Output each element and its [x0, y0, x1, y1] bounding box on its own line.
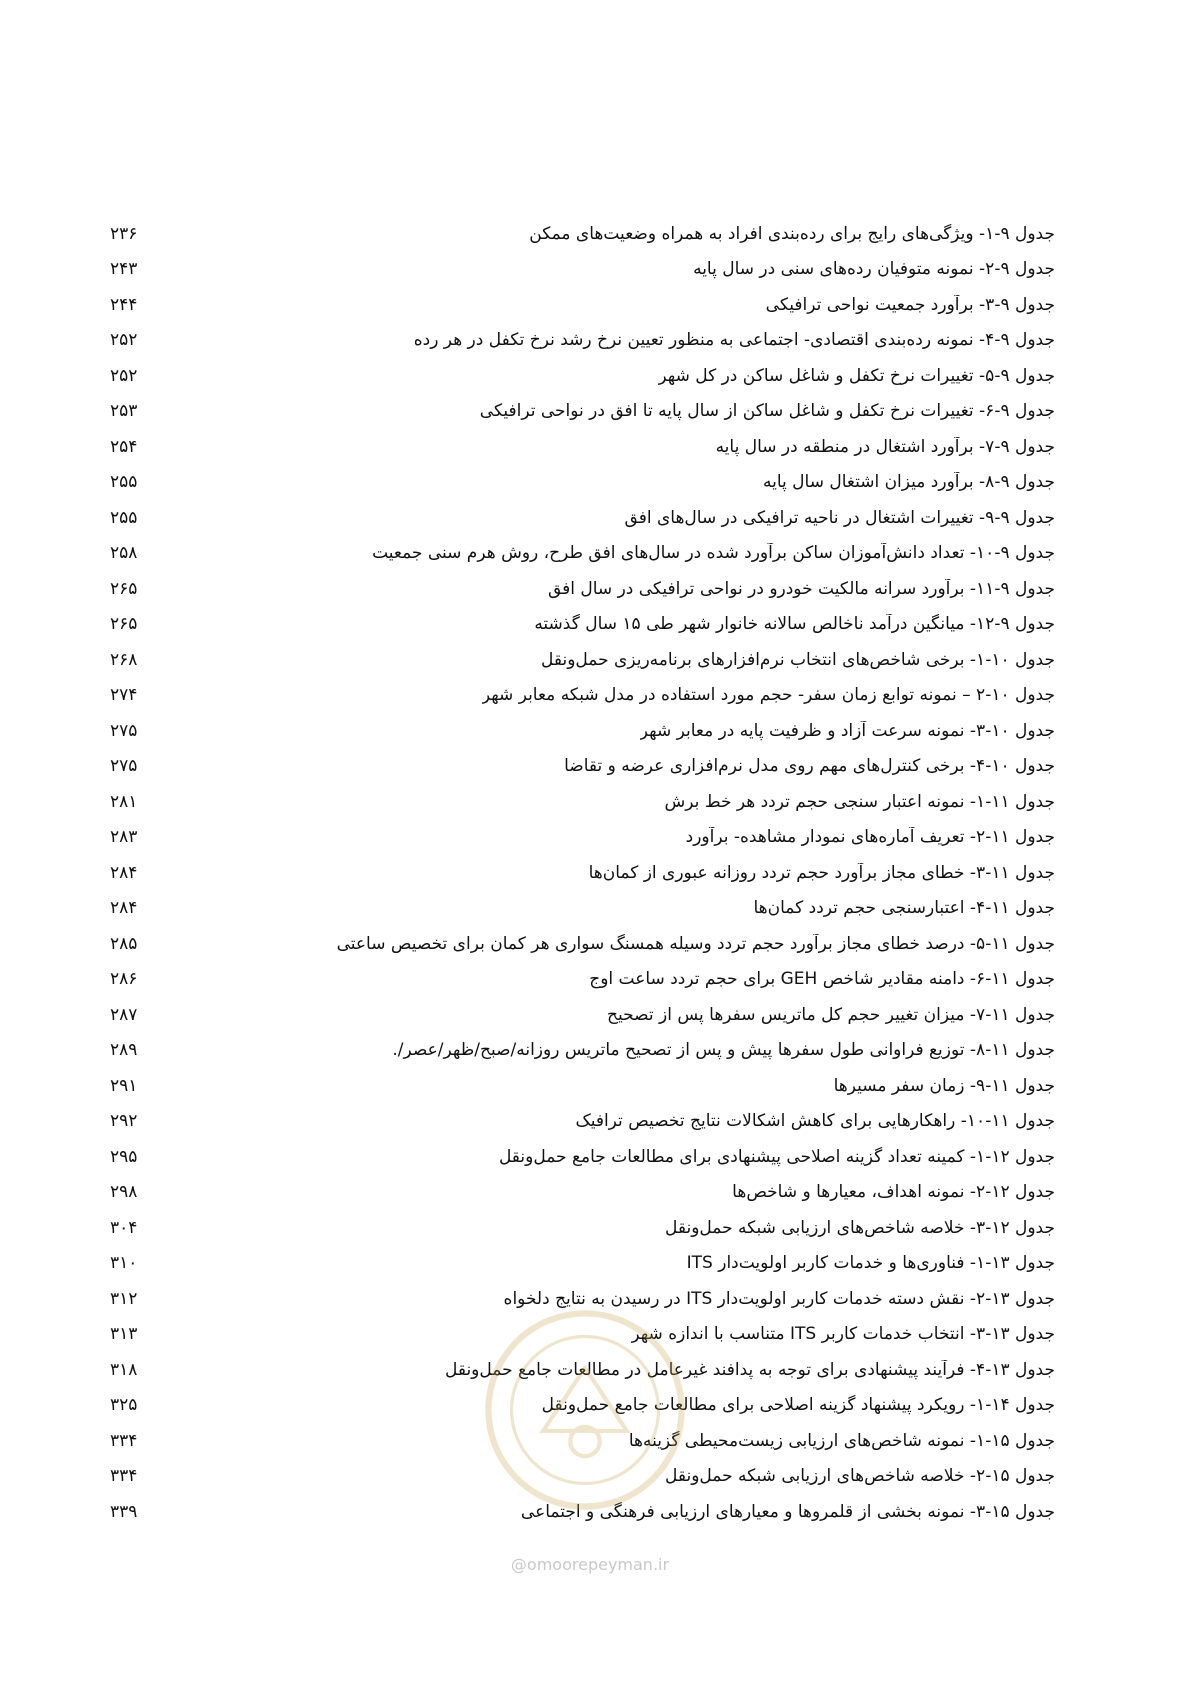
toc-entry-title: جدول ۱۵-۱- نمونه شاخص‌های ارزیابی زیست‌محیطی گزینه‌ها	[628, 1430, 1055, 1451]
toc-entry-title: جدول ۹-۲- نمونه متوفیان رده‌های سنی در سال پایه	[693, 259, 1055, 280]
toc-entry-title: جدول ۱۱-۷- میزان تغییر حجم کل ماتریس سفرها پس از تصحیح	[607, 1004, 1055, 1025]
toc-entry-title: جدول ۹-۷- برآورد اشتغال در منطقه در سال پایه	[715, 436, 1055, 457]
toc-row	[110, 997, 1055, 1033]
toc-entry-title: جدول ۹-۱۲- میانگین درآمد ناخالص سالانه خانوار شهر طی ۱۵ سال گذشته	[534, 614, 1055, 635]
toc-page-number: ۳۱۳	[110, 1324, 138, 1345]
toc-page-number: ۲۵۵	[110, 507, 138, 528]
toc-page-number: ۲۶۸	[110, 649, 138, 670]
toc-row	[110, 1352, 1055, 1388]
toc-entry-title: جدول ۱۲-۱- کمینه تعداد گزینه اصلاحی پیشنهادی برای مطالعات جامع حمل‌ونقل	[498, 1146, 1055, 1167]
toc-entry-title: جدول ۱۳-۳- انتخاب خدمات کاربر ITS متناسب با اندازه شهر	[631, 1324, 1055, 1345]
toc-entry-title: جدول ۱۱-۴- اعتبارسنجی حجم تردد کمان‌ها	[753, 898, 1055, 919]
toc-entry-title: جدول ۱۱-۵- درصد خطای مجاز برآورد حجم تردد وسیله همسنگ سواری هر کمان برای تخصیص ساعتی	[336, 933, 1055, 954]
table-of-contents-list	[110, 216, 1055, 1530]
toc-row	[110, 429, 1055, 465]
toc-row	[110, 713, 1055, 749]
toc-entry-title: جدول ۱۱-۳- خطای مجاز برآورد حجم تردد روزانه عبوری از کمان‌ها	[588, 862, 1055, 883]
toc-entry-title: جدول ۹-۱- ویژگی‌های رایج برای رده‌بندی افراد به همراه وضعیت‌های ممکن	[529, 223, 1055, 244]
toc-page-number: ۳۳۹	[110, 1501, 138, 1522]
toc-row	[110, 1317, 1055, 1353]
toc-entry-title: جدول ۱۵-۳- نمونه بخشی از قلمروها و معیارهای ارزیابی فرهنگی و اجتماعی	[520, 1501, 1055, 1522]
toc-page-number: ۲۵۴	[110, 436, 138, 457]
toc-page-number: ۲۵۳	[110, 401, 138, 422]
toc-row	[110, 1246, 1055, 1282]
toc-page-number: ۲۵۲	[110, 330, 138, 351]
toc-entry-title: جدول ۱۱-۶- دامنه مقادیر شاخص GEH برای حجم تردد ساعت اوج	[589, 969, 1055, 990]
toc-page-number: ۲۷۵	[110, 720, 138, 741]
toc-row	[110, 891, 1055, 927]
toc-entry-title: جدول ۱۳-۴- فرآیند پیشنهادی برای توجه به پدافند غیرعامل در مطالعات جامع حمل‌ونقل	[444, 1359, 1055, 1380]
toc-page-number: ۳۳۴	[110, 1430, 138, 1451]
toc-row	[110, 571, 1055, 607]
toc-entry-title: جدول ۱۴-۱- رویکرد پیشنهاد گزینه اصلاحی برای مطالعات جامع حمل‌ونقل	[541, 1395, 1055, 1416]
toc-row	[110, 962, 1055, 998]
toc-page-number: ۳۱۸	[110, 1359, 138, 1380]
toc-entry-title: جدول ۹-۳- برآورد جمعیت نواحی ترافیکی	[765, 294, 1055, 315]
toc-page-number: ۳۱۲	[110, 1288, 138, 1309]
toc-entry-title: جدول ۱۳-۲- نقش دسته خدمات کاربر اولویت‌دار ITS در رسیدن به نتایج دلخواه	[503, 1288, 1055, 1309]
toc-page-number: ۲۳۶	[110, 223, 138, 244]
toc-page-number: ۲۹۲	[110, 1111, 138, 1132]
toc-entry-title: جدول ۹-۸- برآورد میزان اشتغال سال پایه	[763, 472, 1055, 493]
toc-row	[110, 1033, 1055, 1069]
toc-row	[110, 678, 1055, 714]
toc-page-number: ۲۵۵	[110, 472, 138, 493]
toc-row	[110, 1068, 1055, 1104]
toc-entry-title: جدول ۱۳-۱- فناوری‌ها و خدمات کاربر اولویت‌دار ITS	[686, 1253, 1055, 1274]
toc-entry-title: جدول ۱۱-۱- نمونه اعتبار سنجی حجم تردد هر خط برش	[664, 791, 1055, 812]
toc-row	[110, 287, 1055, 323]
toc-entry-title: جدول ۹-۴- نمونه رده‌بندی اقتصادی- اجتماعی به منظور تعیین نرخ رشد نرخ تکفل در هر رده	[413, 330, 1055, 351]
toc-page-number: ۲۴۳	[110, 259, 138, 280]
toc-row	[110, 1388, 1055, 1424]
toc-row	[110, 820, 1055, 856]
watermark-text: @omoorepeyman.ir	[510, 1555, 670, 1574]
toc-row	[110, 500, 1055, 536]
toc-entry-title: جدول ۱۱-۲- تعریف آماره‌های نمودار مشاهده- برآورد	[685, 827, 1055, 848]
toc-page-number: ۲۹۱	[110, 1075, 138, 1096]
toc-page-number: ۲۹۸	[110, 1182, 138, 1203]
toc-entry-title: جدول ۱۱-۹- زمان سفر مسیرها	[833, 1075, 1055, 1096]
toc-entry-title: جدول ۹-۱۰- تعداد دانش‌آموزان ساکن برآورد شده در سال‌های افق طرح، روش هرم سنی جمعیت	[372, 543, 1055, 564]
toc-row	[110, 252, 1055, 288]
toc-entry-title: جدول ۱۵-۲- خلاصه شاخص‌های ارزیابی شبکه حمل‌ونقل	[665, 1466, 1055, 1487]
toc-page-number: ۲۶۵	[110, 578, 138, 599]
toc-row	[110, 1139, 1055, 1175]
toc-row	[110, 926, 1055, 962]
toc-page-number: ۲۵۸	[110, 543, 138, 564]
toc-row	[110, 536, 1055, 572]
toc-page-number: ۳۲۵	[110, 1395, 138, 1416]
toc-row	[110, 358, 1055, 394]
toc-entry-title: جدول ۹-۹- تغییرات اشتغال در ناحیه ترافیکی در سال‌های افق	[624, 507, 1055, 528]
toc-row	[110, 784, 1055, 820]
toc-row	[110, 607, 1055, 643]
toc-row	[110, 465, 1055, 501]
toc-page-number: ۲۹۵	[110, 1146, 138, 1167]
toc-page-number: ۳۱۰	[110, 1253, 138, 1274]
toc-row	[110, 323, 1055, 359]
toc-row	[110, 394, 1055, 430]
toc-page-number: ۲۸۳	[110, 827, 138, 848]
toc-row	[110, 642, 1055, 678]
toc-row	[110, 855, 1055, 891]
toc-row	[110, 216, 1055, 252]
toc-page-number: ۲۴۴	[110, 294, 138, 315]
toc-row	[110, 1423, 1055, 1459]
toc-row	[110, 1175, 1055, 1211]
toc-page-number: ۳۳۴	[110, 1466, 138, 1487]
toc-entry-title: جدول ۹-۵- تغییرات نرخ تکفل و شاغل ساکن در کل شهر	[658, 365, 1055, 386]
toc-page-number: ۲۶۵	[110, 614, 138, 635]
toc-row	[110, 1459, 1055, 1495]
toc-page-number: ۳۰۴	[110, 1217, 138, 1238]
toc-row	[110, 1281, 1055, 1317]
toc-row	[110, 1104, 1055, 1140]
toc-row	[110, 1210, 1055, 1246]
toc-entry-title: جدول ۱۰-۲ – نمونه توابع زمان سفر- حجم مورد استفاده در مدل شبکه معابر شهر	[481, 685, 1055, 706]
toc-entry-title: جدول ۱۰-۳- نمونه سرعت آزاد و ظرفیت پایه در معابر شهر	[639, 720, 1055, 741]
toc-entry-title: جدول ۹-۶- تغییرات نرخ تکفل و شاغل ساکن از سال پایه تا افق در نواحی ترافیکی	[479, 401, 1055, 422]
toc-entry-title: جدول ۱۲-۳- خلاصه شاخص‌های ارزیابی شبکه حمل‌ونقل	[665, 1217, 1055, 1238]
toc-page-number: ۲۷۴	[110, 685, 138, 706]
toc-page-number: ۲۸۹	[110, 1040, 138, 1061]
toc-entry-title: جدول ۹-۱۱- برآورد سرانه مالکیت خودرو در نواحی ترافیکی در سال افق	[547, 578, 1055, 599]
toc-entry-title: جدول ۱۰-۱- برخی شاخص‌های انتخاب نرم‌افزارهای برنامه‌ریزی حمل‌ونقل	[541, 649, 1055, 670]
toc-entry-title: جدول ۱۱-۱۰- راهکارهایی برای کاهش اشکالات نتایج تخصیص ترافیک	[575, 1111, 1055, 1132]
toc-entry-title: جدول ۱۲-۲- نمونه اهداف، معیارها و شاخص‌ها	[732, 1182, 1055, 1203]
toc-page-number: ۲۸۶	[110, 969, 138, 990]
toc-row	[110, 1494, 1055, 1530]
toc-page-number: ۲۸۷	[110, 1004, 138, 1025]
toc-entry-title: جدول ۱۱-۸- توزیع فراوانی طول سفرها پیش و پس از تصحیح ماتریس روزانه/صبح/ظهر/عصر/.	[392, 1040, 1055, 1061]
toc-page-number: ۲۷۵	[110, 756, 138, 777]
toc-page-number: ۲۸۵	[110, 933, 138, 954]
toc-page-number: ۲۵۲	[110, 365, 138, 386]
toc-page-number: ۲۸۴	[110, 898, 138, 919]
toc-row	[110, 749, 1055, 785]
toc-page-number: ۲۸۴	[110, 862, 138, 883]
toc-page-number: ۲۸۱	[110, 791, 138, 812]
toc-entry-title: جدول ۱۰-۴- برخی کنترل‌های مهم روی مدل نرم‌افزاری عرضه و تقاضا	[564, 756, 1055, 777]
